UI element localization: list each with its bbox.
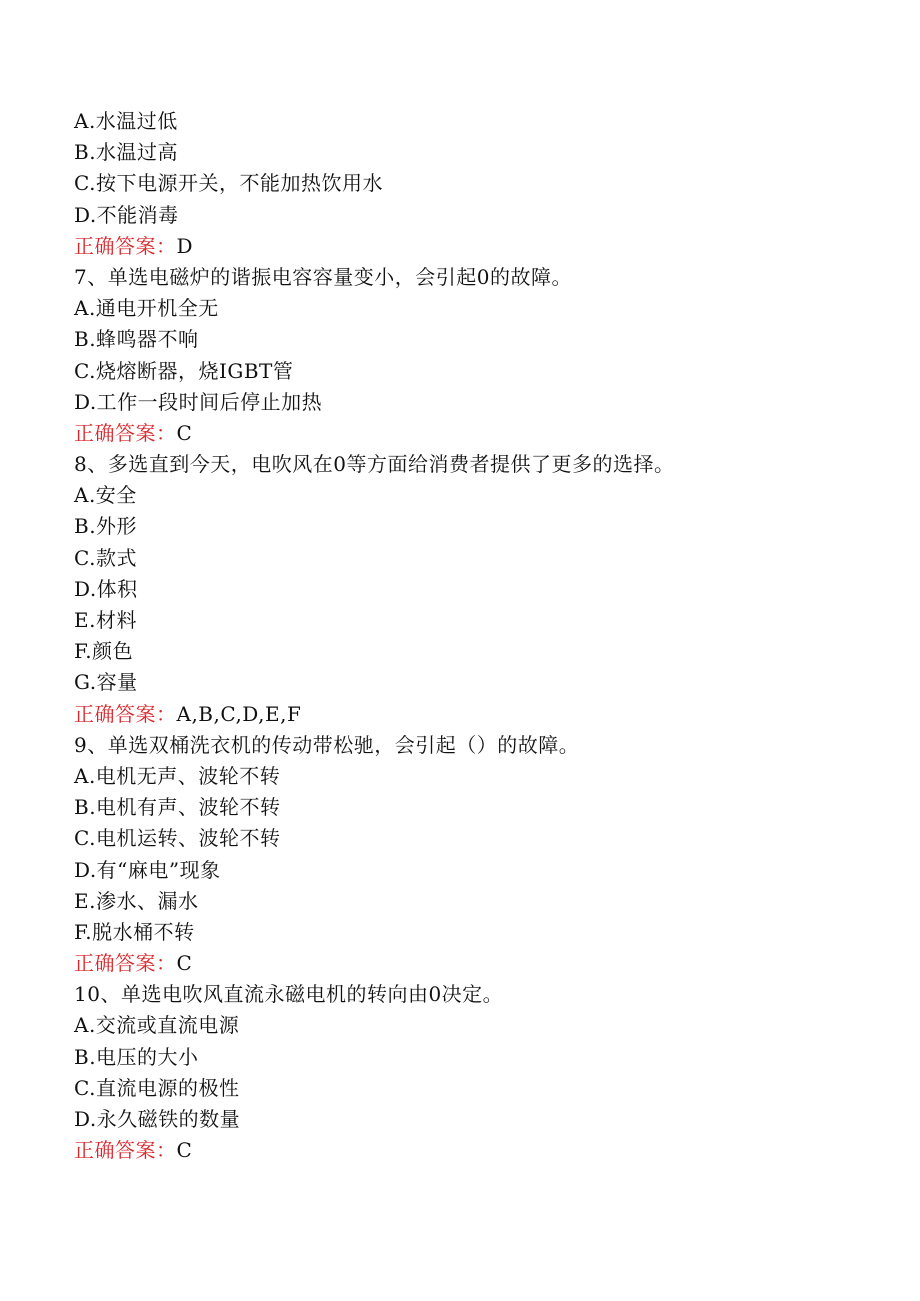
answer-line bbox=[74, 948, 874, 979]
option-text: F.脱水桶不转 bbox=[74, 919, 195, 944]
document-page bbox=[74, 106, 874, 1166]
option-text: C.电机运转、波轮不转 bbox=[74, 826, 281, 851]
answer-label: 正确答案： bbox=[74, 951, 177, 976]
question-text: 9、单选双桶洗衣机的传动带松驰，会引起（）的故障。 bbox=[74, 732, 580, 757]
option-text: F.颜色 bbox=[74, 639, 134, 664]
option-text: A.电机无声、波轮不转 bbox=[74, 763, 281, 788]
answer-value: C bbox=[176, 951, 193, 976]
option-text: B.电机有声、波轮不转 bbox=[74, 795, 281, 820]
option-text: B.蜂鸣器不响 bbox=[74, 327, 199, 352]
option-text: B.水温过高 bbox=[74, 140, 179, 165]
answer-label: 正确答案： bbox=[74, 420, 177, 445]
option-text: E.材料 bbox=[74, 608, 137, 632]
option-text: D.不能消毒 bbox=[74, 202, 179, 227]
question-text: 7、单选电磁炉的谐振电容容量变小，会引起0的故障。 bbox=[74, 264, 572, 289]
option-text: G.容量 bbox=[74, 670, 138, 695]
answer-line bbox=[74, 418, 874, 449]
option-text: D.体积 bbox=[74, 576, 138, 601]
option-text: B.外形 bbox=[74, 514, 138, 539]
option-text: D.有“麻电”现象 bbox=[74, 857, 221, 882]
option-text: A.通电开机全无 bbox=[74, 296, 219, 321]
answer-value: C bbox=[176, 1138, 193, 1163]
answer-value: C bbox=[176, 420, 193, 445]
option-text: A.安全 bbox=[74, 483, 137, 508]
answer-label: 正确答案： bbox=[74, 701, 177, 726]
option-text: E.渗水、漏水 bbox=[74, 888, 199, 913]
answer-line bbox=[74, 699, 874, 730]
question-text: 8、多选直到今天，电吹风在0等方面给消费者提供了更多的选择。 bbox=[74, 452, 675, 477]
option-text: D.工作一段时间后停止加热 bbox=[74, 389, 323, 414]
answer-line bbox=[74, 231, 874, 262]
option-text: B.电压的大小 bbox=[74, 1044, 199, 1069]
answer-value: D bbox=[176, 233, 194, 258]
option-text: A.水温过低 bbox=[74, 109, 178, 133]
answer-label: 正确答案： bbox=[74, 233, 177, 258]
answer-label: 正确答案： bbox=[74, 1138, 177, 1163]
question-text: 10、单选电吹风直流永磁电机的转向由0决定。 bbox=[74, 982, 504, 1007]
answer-value: A,B,C,D,E,F bbox=[176, 701, 302, 726]
option-text: C.直流电源的极性 bbox=[74, 1075, 240, 1100]
answer-line bbox=[74, 1135, 874, 1166]
option-text: A.交流或直流电源 bbox=[74, 1013, 240, 1038]
option-text: C.款式 bbox=[74, 545, 137, 570]
option-text: D.永久磁铁的数量 bbox=[74, 1107, 241, 1131]
option-text: C.烧熔断器，烧IGBT管 bbox=[74, 358, 294, 383]
option-text: C.按下电源开关，不能加热饮用水 bbox=[74, 171, 383, 196]
